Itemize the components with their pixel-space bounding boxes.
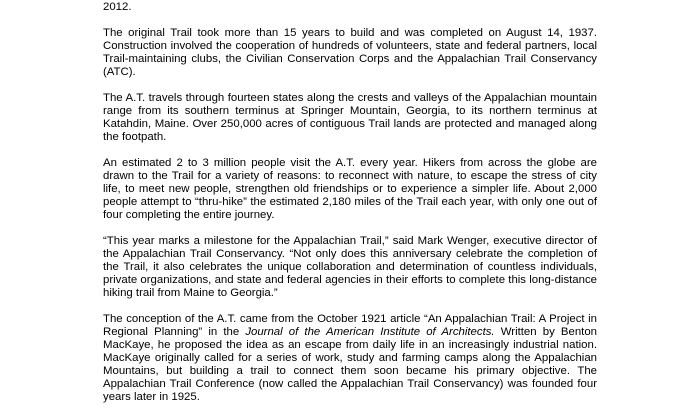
paragraph-text: The original Trail took more than 15 years to build and was completed on August 14, 1937. Construction involved the cooperation of hundreds of volunteers, state and federal partners, local Trail-maintaining clubs, the Civilian Conservation Corps and the Appalachian Trail Conservancy (ATC).: [103, 27, 597, 78]
paragraph-quote: [103, 235, 597, 300]
paragraph-text: An estimated 2 to 3 million people visit the A.T. every year. Hikers from across the globe are drawn to the Trail for a variety of reasons: to reconnect with nature, to escape the stress of city life, to meet new people, strengthen old friendships or to experience a simpler life. About 2,000 people attempt to “thru-hike” the estimated 2,180 miles of the Trail each year, with only one out of four completing the entire journey.: [103, 157, 597, 221]
paragraph-text: 2012.: [103, 1, 132, 13]
document-body: [103, 0, 597, 416]
paragraph-text: The A.T. travels through fourteen states along the crests and valleys of the Appalachian mountain range from its southern terminus at Springer Mountain, Georgia, to its northern terminus at Katahdin, Maine. Over 250,000 acres of contiguous Trail lands are protected and managed along the footpath.: [103, 92, 597, 143]
paragraph-conception: [103, 313, 597, 404]
paragraph-visitors: [103, 157, 597, 222]
paragraph-text: “This year marks a milestone for the Appalachian Trail,” said Mark Wenger, executive director of the Appalachian Trail Conservancy. “Not only does this anniversary celebrate the completion of the Trail, it also celebrates the unique collaboration and determination of countless individuals, private organizations, and state and federal agencies in their efforts to complete this long-distance hiking trail from Maine to Georgia.”: [103, 235, 597, 299]
journal-title: Journal of the American Institute of Architects.: [245, 326, 495, 338]
paragraph-text: Written by Benton MacKaye, he proposed the idea as an escape from daily life in an increasingly industrial nation. MacKaye originally called for a series of work, study and farming camps along the Appalachian Mountains, but building a trail to connect them soon became his primary objective. The Appalachian Trail Conference (now called the Appalachian Trail Conservancy) was founded four years later in 1925.: [103, 326, 597, 403]
paragraph-text: The conception of the A.T. came from the October 1921 article “An Appalachian Trail: A Project in Regional Planning” in the: [103, 313, 597, 338]
paragraph-trail-length: [103, 0, 597, 14]
paragraph-original-trail: [103, 27, 597, 79]
paragraph-route: [103, 92, 597, 144]
